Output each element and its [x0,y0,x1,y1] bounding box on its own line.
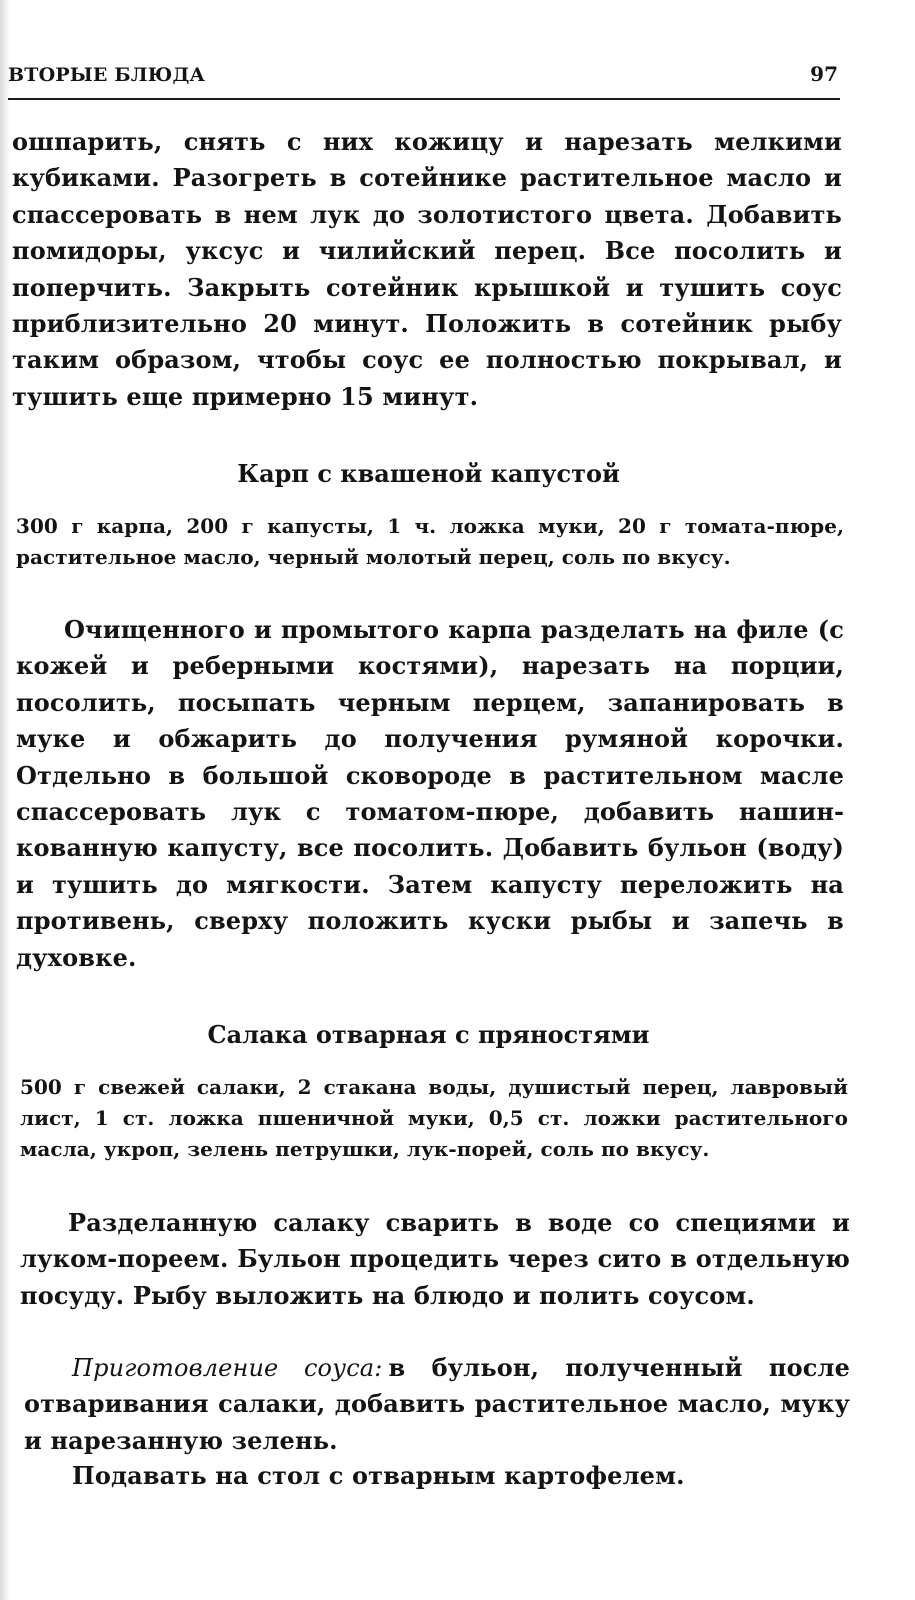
sauce-paragraph [24,1350,850,1459]
page-header [8,58,840,100]
recipe-method: Разделанную салаку сварить в воде со специями и луком-пореем. Бульон процедить через сито в отдельную посуду. Рыбу выложить на блюдо и полить соусом. [20,1208,850,1310]
ingredients-list: 500 г свежей салаки, 2 стакана воды, душистый перец, лавровый лист, 1 ст. ложка пшеничной муки, 0,5 ст. ложки растительного масла, укроп, зелень петрушки, лук-порей, соль по вкусу. [20,1075,848,1161]
recipe-title: Карп с квашеной капустой [237,459,620,488]
running-head: ВТОРЫЕ БЛЮДА [8,64,206,86]
serving-paragraph: Подавать на стол с отварным картофелем. [72,1461,685,1490]
page-edge-shadow [0,0,10,1600]
ingredients-list: 300 г карпа, 200 г капусты, 1 ч. ложка муки, 20 г томата-пюре, растительное масло, черный молотый перец, соль по вкусу. [16,514,844,569]
sauce-text: в бульон, полученный после отваривания салаки, добавить растительное масло, муку и нарезанную зелень. [24,1353,850,1455]
sauce-label: Приготовление соуса: [72,1354,383,1382]
recipe-title: Салака отварная с пряностями [207,1020,650,1049]
page-number: 97 [810,62,838,86]
recipe-method: Очищенного и промытого карпа разделать на филе (с кожей и реберными костями), нарезать на порции, посолить, посыпать черным перцем, запанировать в муке и обжарить до получения румяной корочки. Отдельно в большой сковороде в растительном масле спассеровать лук с томатом-пюре, добавить нашинкованную капусту, все посолить. Добавить бульон (воду) и тушить до мягкости. Затем капусту переложить на противень, сверху положить куски рыбы и запечь в духовке. [16,615,844,972]
continuation-paragraph: ошпарить, снять с них кожицу и нарезать мелкими кубиками. Разогреть в сотейнике растительное масло и спассеровать в нем лук до золотистого цвета. Добавить помидоры, уксус и чилийский перец. Все посолить и поперчить. Закрыть сотейник крышкой и тушить соус приблизительно 20 минут. Положить в сотейник рыбу таким образом, чтобы соус ее полностью покрывал, и тушить еще примерно 15 минут. [12,127,842,411]
